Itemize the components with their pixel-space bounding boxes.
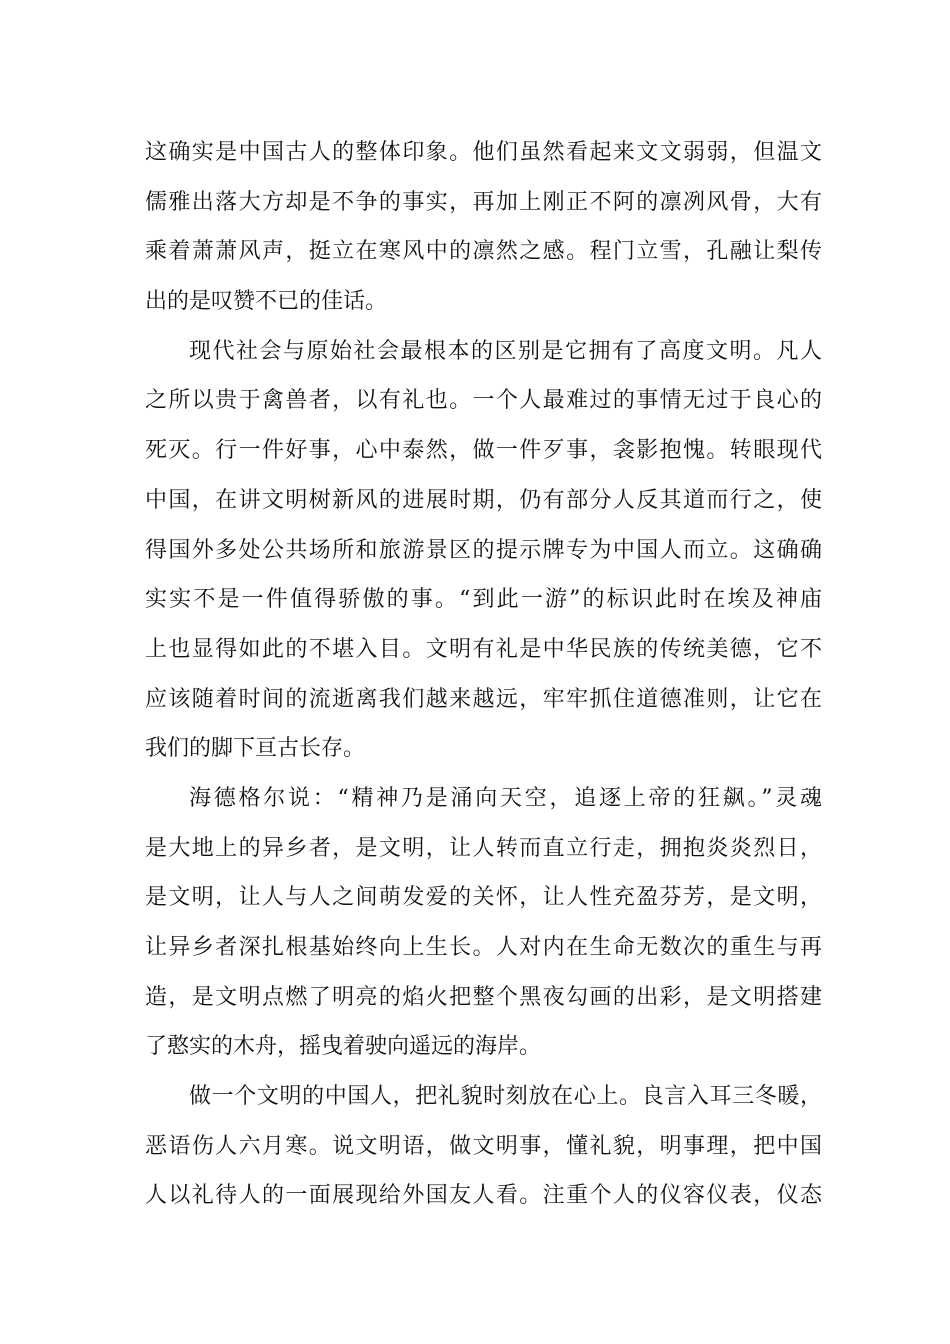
text-line: 上也显得如此的不堪入目。文明有礼是中华民族的传统美德，它不 — [145, 636, 822, 662]
text-line: 死灭。行一件好事，心中泰然，做一件歹事，衾影抱愧。转眼现代 — [145, 438, 822, 464]
paragraph-3 — [145, 774, 822, 1072]
text-line: 海德格尔说：“精神乃是涌向天空，追逐上帝的狂飙。”灵魂 — [189, 785, 822, 811]
text-line: 了憨实的木舟，摇曳着驶向遥远的海岸。 — [145, 1034, 542, 1060]
text-line: 乘着萧萧风声，挺立在寒风中的凛然之感。程门立雪，孔融让梨传 — [145, 239, 822, 265]
paragraph-2 — [145, 327, 822, 774]
text-line: 之所以贵于禽兽者，以有礼也。一个人最难过的事情无过于良心的 — [145, 388, 822, 414]
text-line: 儒雅出落大方却是不争的事实，再加上刚正不阿的凛冽风骨，大有 — [145, 189, 822, 215]
text-line: 得国外多处公共场所和旅游景区的提示牌专为中国人而立。这确确 — [145, 537, 822, 563]
text-line: 是大地上的异乡者，是文明，让人转而直立行走，拥抱炎炎烈日， — [145, 835, 822, 861]
text-line: 造，是文明点燃了明亮的焰火把整个黑夜勾画的出彩，是文明搭建 — [145, 984, 822, 1010]
text-line: 我们的脚下亘古长存。 — [145, 736, 366, 762]
text-line: 是文明，让人与人之间萌发爱的关怀，让人性充盈芬芳，是文明， — [145, 885, 822, 911]
text-line: 应该随着时间的流逝离我们越来越远，牢牢抓住道德准则，让它在 — [145, 686, 822, 712]
text-line: 现代社会与原始社会最根本的区别是它拥有了高度文明。凡人 — [189, 338, 822, 364]
text-line: 中国，在讲文明树新风的进展时期，仍有部分人反其道而行之，使 — [145, 487, 822, 513]
text-line: 出的是叹赞不已的佳话。 — [145, 289, 388, 315]
text-line: 做一个文明的中国人，把礼貌时刻放在心上。良言入耳三冬暖， — [189, 1084, 822, 1110]
text-line: 人以礼待人的一面展现给外国友人看。注重个人的仪容仪表，仪态 — [145, 1183, 822, 1209]
text-line: 让异乡者深扎根基始终向上生长。人对内在生命无数次的重生与再 — [145, 935, 822, 960]
text-line: 恶语伤人六月寒。说文明语，做文明事，懂礼貌，明事理，把中国 — [145, 1133, 822, 1159]
text-line: 实实不是一件值得骄傲的事。“到此一游”的标识此时在埃及神庙 — [145, 587, 822, 613]
paragraph-1 — [145, 128, 822, 327]
text-line: 这确实是中国古人的整体印象。他们虽然看起来文文弱弱，但温文 — [145, 140, 822, 165]
paragraph-4 — [145, 1072, 822, 1221]
document-body — [145, 128, 822, 1221]
